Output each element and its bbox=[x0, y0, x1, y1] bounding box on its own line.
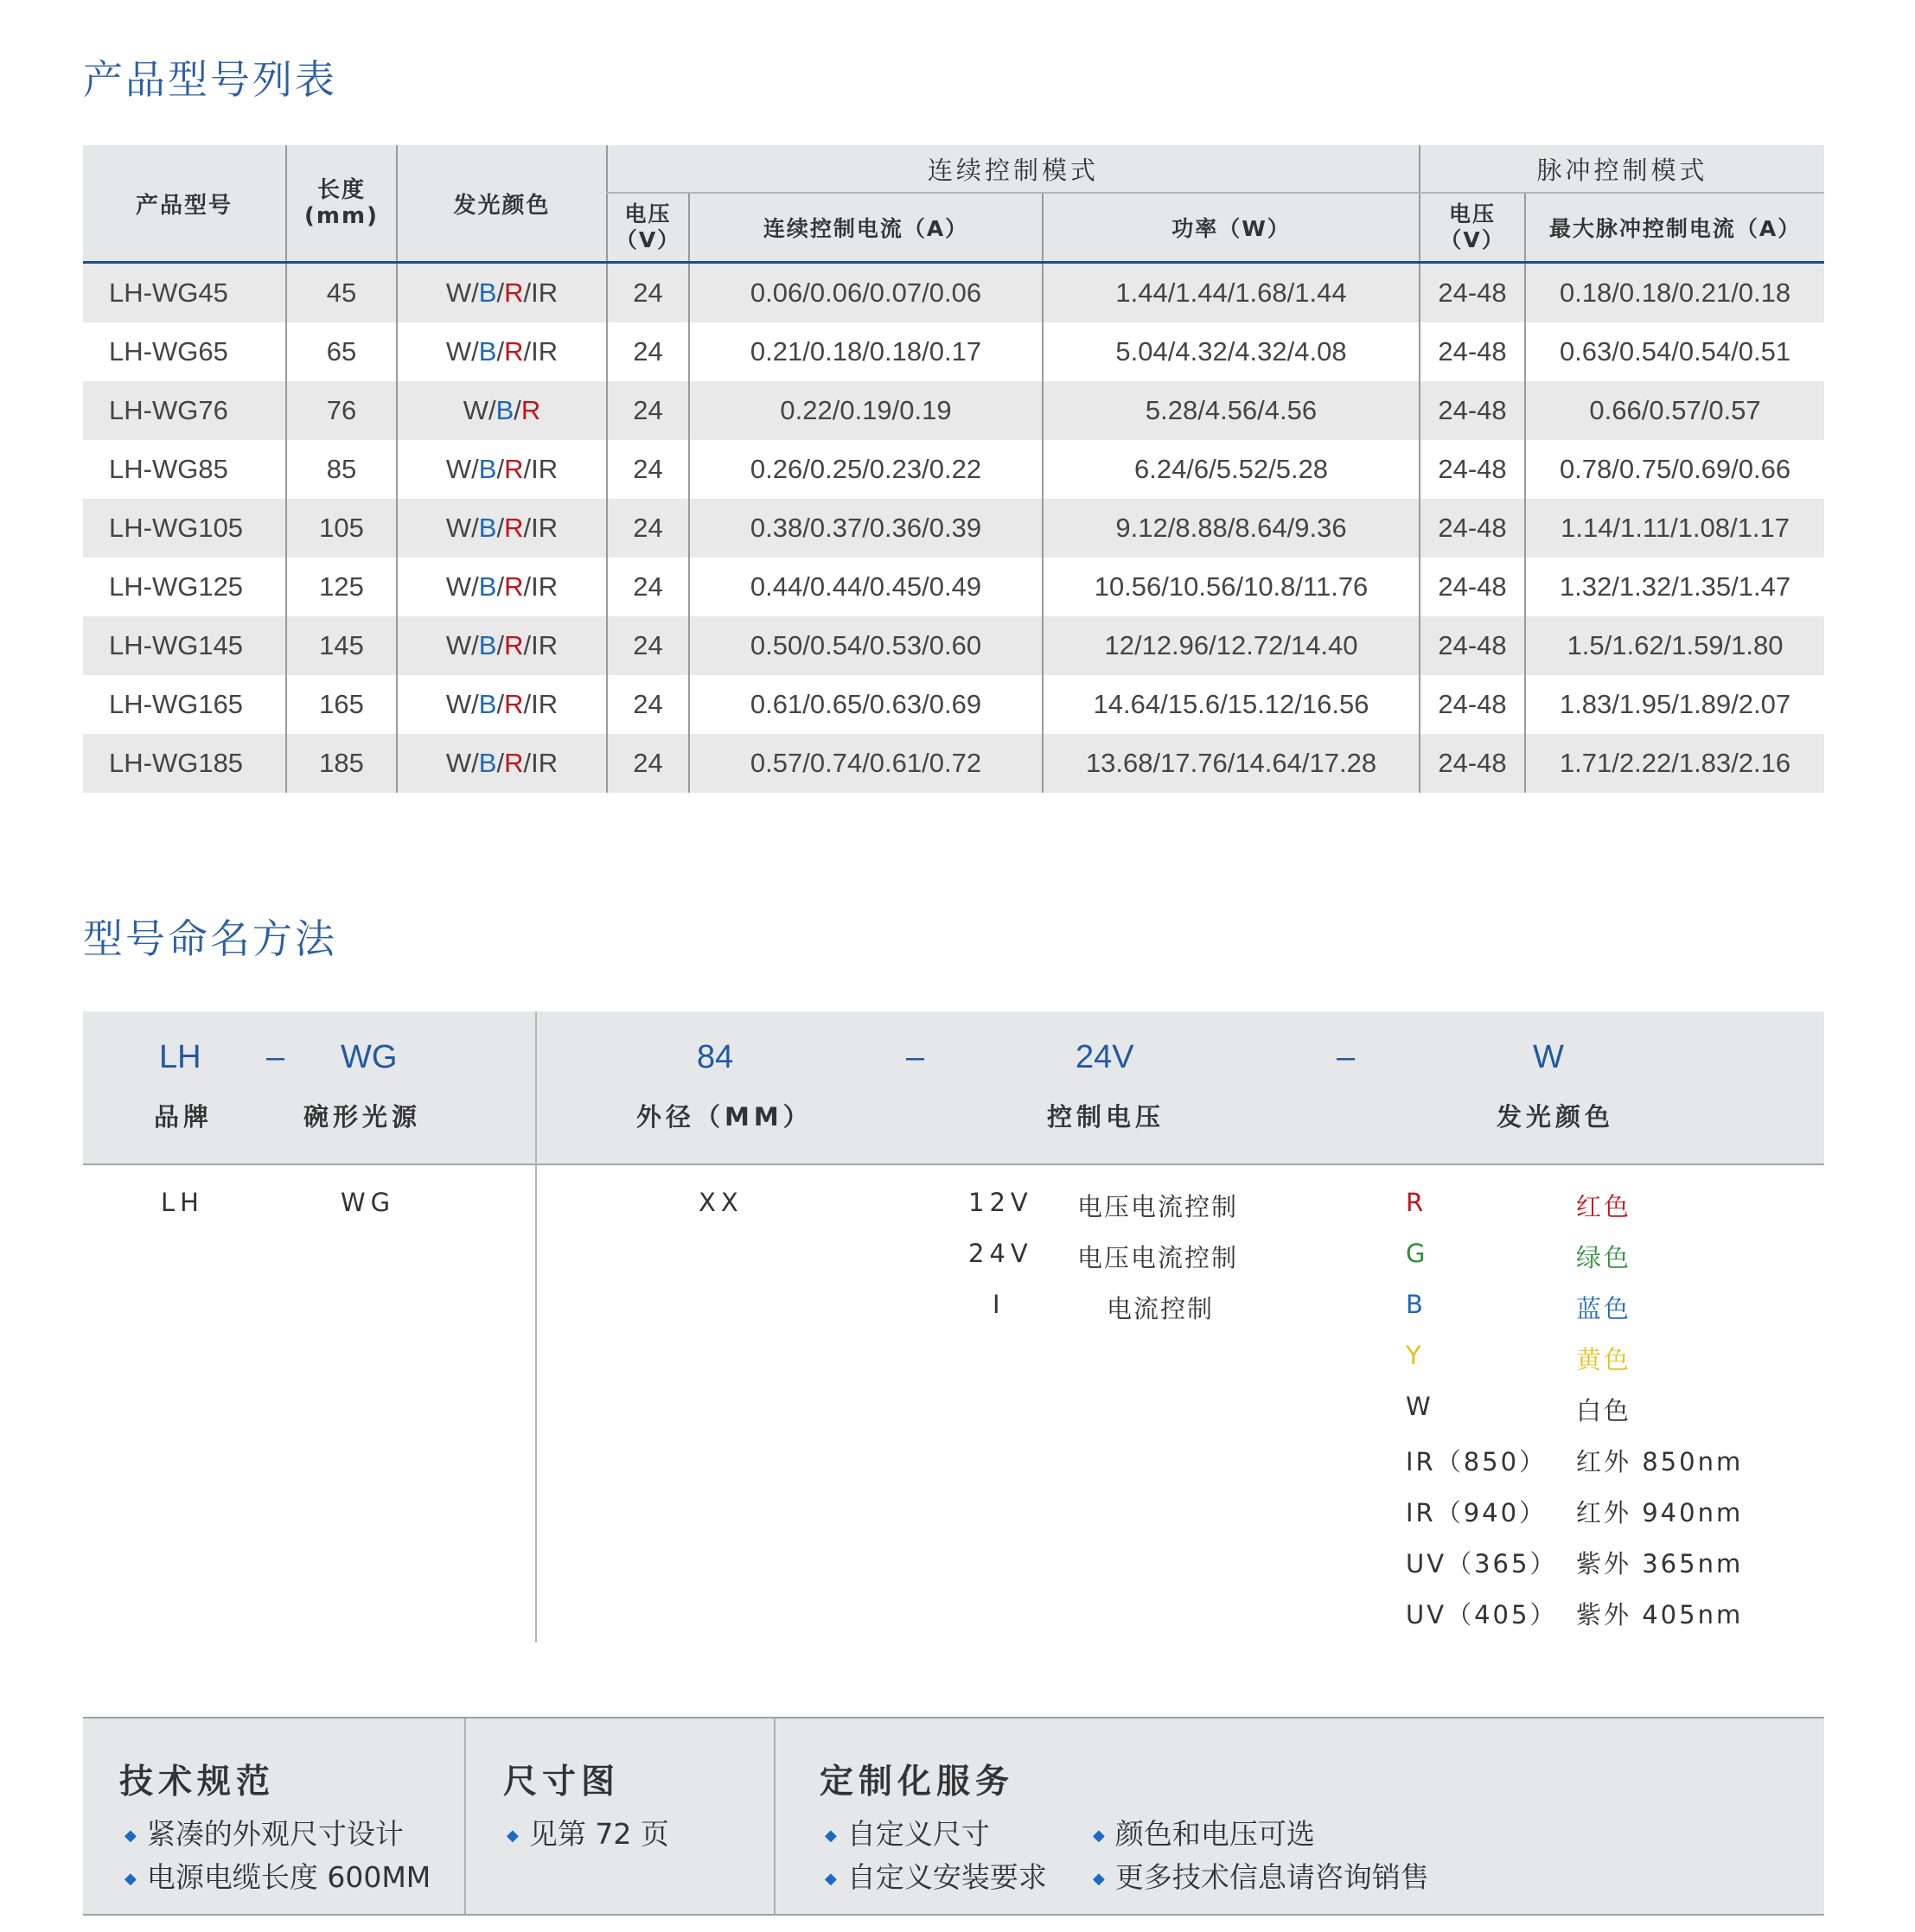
custom-service-title: 定制化服务 bbox=[820, 1763, 1015, 1801]
color-separator: / bbox=[471, 748, 479, 778]
table-row bbox=[83, 440, 1824, 499]
page-title-naming-method: 型号命名方法 bbox=[83, 915, 337, 962]
code-color: W bbox=[1533, 1039, 1564, 1075]
color-code: W bbox=[445, 689, 472, 719]
cell-length: 105 bbox=[286, 499, 397, 558]
cell-current: 0.06/0.06/0.07/0.06 bbox=[689, 263, 1043, 323]
custom-item-text: 自定义尺寸 bbox=[846, 1817, 990, 1851]
color-code: IR bbox=[531, 336, 559, 367]
voltage-description: 电压电流控制 bbox=[1077, 1243, 1239, 1272]
cell-pulse-voltage: 24-48 bbox=[1420, 440, 1525, 499]
cell-pulse-voltage: 24-48 bbox=[1420, 616, 1525, 675]
cell-model: LH-WG85 bbox=[83, 440, 286, 499]
custom-item-text: 自定义安装要求 bbox=[846, 1860, 1047, 1894]
cell-model: LH-WG145 bbox=[83, 616, 286, 675]
cell-colors bbox=[397, 440, 607, 499]
cell-current: 0.44/0.44/0.45/0.49 bbox=[689, 558, 1043, 616]
color-code: IR bbox=[531, 454, 559, 484]
color-code: W bbox=[445, 513, 472, 543]
tech-item bbox=[124, 1855, 431, 1896]
color-code: B bbox=[478, 336, 497, 367]
color-description: 红外 850nm bbox=[1576, 1447, 1744, 1476]
header-pulse-voltage bbox=[1420, 193, 1525, 263]
color-code: UV（405） bbox=[1406, 1600, 1558, 1629]
cell-pulse-current: 1.5/1.62/1.59/1.80 bbox=[1525, 616, 1824, 675]
header-pulse-current: 最大脉冲控制电流（A） bbox=[1525, 193, 1824, 263]
color-code: W bbox=[1406, 1392, 1433, 1421]
custom-item bbox=[825, 1855, 1047, 1896]
cell-length: 85 bbox=[286, 440, 397, 499]
voltage-description: 电流控制 bbox=[1107, 1294, 1215, 1323]
color-code: B bbox=[478, 513, 497, 543]
color-code: R bbox=[1406, 1188, 1427, 1217]
cell-length: 165 bbox=[286, 675, 397, 734]
color-separator: / bbox=[471, 454, 479, 484]
color-separator: / bbox=[496, 277, 505, 308]
value-diameter: XX bbox=[699, 1188, 744, 1217]
cell-current: 0.57/0.74/0.61/0.72 bbox=[689, 734, 1043, 793]
color-separator: / bbox=[488, 395, 496, 425]
cell-current: 0.61/0.65/0.63/0.69 bbox=[689, 675, 1043, 734]
cell-length: 145 bbox=[286, 616, 397, 675]
voltage-code: 12V bbox=[968, 1188, 1033, 1217]
cell-voltage: 24 bbox=[607, 616, 689, 675]
tech-spec-title: 技术规范 bbox=[119, 1763, 276, 1801]
header-power: 功率（W） bbox=[1043, 193, 1420, 263]
header-length-text: 长度 (mm) bbox=[304, 177, 379, 229]
color-description: 紫外 365nm bbox=[1576, 1549, 1744, 1578]
cell-current: 0.21/0.18/0.18/0.17 bbox=[689, 322, 1043, 381]
color-code: Y bbox=[1406, 1341, 1424, 1370]
label-diameter: 外径（MM） bbox=[636, 1102, 813, 1132]
cell-pulse-voltage: 24-48 bbox=[1420, 499, 1525, 558]
cell-power: 6.24/6/5.52/5.28 bbox=[1043, 440, 1420, 499]
cell-length: 125 bbox=[286, 558, 397, 616]
cell-current: 0.38/0.37/0.36/0.39 bbox=[689, 499, 1043, 558]
color-code: R bbox=[504, 454, 524, 484]
cell-model: LH-WG105 bbox=[83, 499, 286, 558]
cell-pulse-current: 0.63/0.54/0.54/0.51 bbox=[1525, 322, 1824, 381]
cell-colors bbox=[397, 734, 607, 793]
table-row bbox=[83, 734, 1824, 793]
color-code: B bbox=[478, 748, 497, 778]
color-separator: / bbox=[471, 513, 479, 543]
table-row bbox=[83, 381, 1824, 440]
color-code: W bbox=[445, 277, 472, 308]
cell-pulse-current: 1.14/1.11/1.08/1.17 bbox=[1525, 499, 1824, 558]
cell-pulse-current: 1.83/1.95/1.89/2.07 bbox=[1525, 675, 1824, 734]
code-dash-2: – bbox=[906, 1039, 925, 1075]
value-brand: LH bbox=[161, 1188, 204, 1217]
color-description: 绿色 bbox=[1576, 1243, 1632, 1272]
cell-pulse-current: 0.18/0.18/0.21/0.18 bbox=[1525, 263, 1824, 323]
color-code: R bbox=[520, 395, 541, 425]
cell-model: LH-WG45 bbox=[83, 263, 286, 323]
code-bowl: WG bbox=[341, 1039, 398, 1075]
cell-colors bbox=[397, 675, 607, 734]
bullet-icon: ◆ bbox=[1093, 1870, 1105, 1888]
info-panel bbox=[83, 1717, 1824, 1916]
color-separator: / bbox=[523, 277, 532, 308]
color-separator: / bbox=[496, 748, 505, 778]
cell-colors bbox=[397, 558, 607, 616]
cell-voltage: 24 bbox=[607, 499, 689, 558]
color-code: B bbox=[478, 277, 497, 308]
cell-pulse-voltage: 24-48 bbox=[1420, 734, 1525, 793]
color-code: IR bbox=[531, 689, 559, 719]
cell-voltage: 24 bbox=[607, 263, 689, 323]
color-code: IR bbox=[531, 571, 559, 602]
color-separator: / bbox=[523, 454, 532, 484]
table-row bbox=[83, 499, 1824, 558]
tech-item-text: 紧凑的外观尺寸设计 bbox=[146, 1817, 404, 1851]
color-separator: / bbox=[523, 513, 532, 543]
color-separator: / bbox=[523, 748, 532, 778]
cell-power: 9.12/8.88/8.64/9.36 bbox=[1043, 499, 1420, 558]
custom-item-text: 更多技术信息请咨询销售 bbox=[1114, 1860, 1429, 1894]
dimension-item-text: 见第 72 页 bbox=[528, 1817, 669, 1851]
table-row bbox=[83, 263, 1824, 323]
color-code: B bbox=[478, 454, 497, 484]
color-separator: / bbox=[523, 571, 532, 602]
cell-pulse-current: 0.78/0.75/0.69/0.66 bbox=[1525, 440, 1824, 499]
color-code: W bbox=[445, 630, 472, 660]
code-diameter: 84 bbox=[697, 1039, 734, 1075]
color-description: 红外 940nm bbox=[1576, 1498, 1744, 1527]
cell-voltage: 24 bbox=[607, 675, 689, 734]
cell-current: 0.22/0.19/0.19 bbox=[689, 381, 1043, 440]
voltage-code: I bbox=[993, 1290, 1005, 1319]
cell-voltage: 24 bbox=[607, 734, 689, 793]
info-divider-2 bbox=[774, 1718, 776, 1914]
custom-item bbox=[1093, 1812, 1315, 1852]
voltage-description: 电压电流控制 bbox=[1077, 1192, 1239, 1221]
label-bowl: 碗形光源 bbox=[303, 1102, 422, 1132]
table-row bbox=[83, 322, 1824, 381]
color-separator: / bbox=[496, 454, 505, 484]
naming-method-panel bbox=[83, 1011, 1824, 1642]
header-current: 连续控制电流（A） bbox=[689, 193, 1043, 263]
color-separator: / bbox=[471, 336, 479, 367]
table-row bbox=[83, 675, 1824, 734]
color-separator: / bbox=[471, 630, 479, 660]
table-row bbox=[83, 616, 1824, 675]
cell-power: 14.64/15.6/15.12/16.56 bbox=[1043, 675, 1420, 734]
cell-current: 0.26/0.25/0.23/0.22 bbox=[689, 440, 1043, 499]
color-code: G bbox=[1406, 1239, 1428, 1268]
cell-length: 185 bbox=[286, 734, 397, 793]
color-description: 蓝色 bbox=[1576, 1294, 1632, 1323]
color-code: R bbox=[504, 336, 524, 367]
header-pulse-voltage-text: 电压 （V） bbox=[1439, 201, 1505, 252]
dimension-title: 尺寸图 bbox=[503, 1763, 621, 1801]
color-code: W bbox=[445, 571, 472, 602]
cell-power: 5.04/4.32/4.32/4.08 bbox=[1043, 322, 1420, 381]
cell-pulse-current: 0.66/0.57/0.57 bbox=[1525, 381, 1824, 440]
cell-power: 5.28/4.56/4.56 bbox=[1043, 381, 1420, 440]
bullet-icon: ◆ bbox=[507, 1827, 519, 1845]
header-continuous-mode: 连续控制模式 bbox=[607, 145, 1420, 193]
color-separator: / bbox=[523, 336, 532, 367]
color-separator: / bbox=[523, 630, 532, 660]
color-code: IR bbox=[531, 630, 559, 660]
cell-colors bbox=[397, 322, 607, 381]
cell-model: LH-WG185 bbox=[83, 734, 286, 793]
cell-pulse-voltage: 24-48 bbox=[1420, 322, 1525, 381]
cell-current: 0.50/0.54/0.53/0.60 bbox=[689, 616, 1043, 675]
cell-pulse-voltage: 24-48 bbox=[1420, 381, 1525, 440]
color-code: R bbox=[504, 689, 524, 719]
code-dash-3: – bbox=[1337, 1039, 1356, 1075]
cell-power: 1.44/1.44/1.68/1.44 bbox=[1043, 263, 1420, 323]
cell-model: LH-WG76 bbox=[83, 381, 286, 440]
cell-length: 65 bbox=[286, 322, 397, 381]
header-voltage-text: 电压 （V） bbox=[615, 201, 681, 252]
color-separator: / bbox=[496, 336, 505, 367]
cell-model: LH-WG65 bbox=[83, 322, 286, 381]
color-description: 黄色 bbox=[1576, 1345, 1632, 1374]
cell-model: LH-WG165 bbox=[83, 675, 286, 734]
custom-item bbox=[825, 1812, 990, 1852]
cell-length: 76 bbox=[286, 381, 397, 440]
color-code: IR（850） bbox=[1406, 1447, 1548, 1476]
color-separator: / bbox=[523, 689, 532, 719]
color-description: 白色 bbox=[1576, 1396, 1632, 1425]
header-model: 产品型号 bbox=[83, 145, 286, 263]
custom-item-text: 颜色和电压可选 bbox=[1114, 1817, 1315, 1851]
color-code: IR（940） bbox=[1406, 1498, 1548, 1527]
color-separator: / bbox=[496, 689, 505, 719]
bullet-icon: ◆ bbox=[825, 1870, 837, 1888]
cell-model: LH-WG125 bbox=[83, 558, 286, 616]
color-description: 紫外 405nm bbox=[1576, 1600, 1744, 1629]
color-separator: / bbox=[496, 513, 505, 543]
info-divider-1 bbox=[464, 1718, 466, 1914]
color-code: UV（365） bbox=[1406, 1549, 1558, 1578]
cell-colors bbox=[397, 616, 607, 675]
cell-pulse-voltage: 24-48 bbox=[1420, 263, 1525, 323]
color-code: B bbox=[478, 630, 497, 660]
color-code: B bbox=[1406, 1290, 1426, 1319]
cell-colors bbox=[397, 381, 607, 440]
naming-divider bbox=[535, 1011, 537, 1642]
color-code: IR bbox=[531, 277, 559, 308]
color-separator: / bbox=[471, 571, 479, 602]
table-row bbox=[83, 558, 1824, 616]
color-code: B bbox=[478, 689, 497, 719]
cell-length: 45 bbox=[286, 263, 397, 323]
cell-voltage: 24 bbox=[607, 558, 689, 616]
cell-power: 10.56/10.56/10.8/11.76 bbox=[1043, 558, 1420, 616]
color-code: B bbox=[478, 571, 497, 602]
cell-voltage: 24 bbox=[607, 440, 689, 499]
color-code: W bbox=[445, 454, 472, 484]
tech-item-text: 电源电缆长度 600MM bbox=[146, 1860, 431, 1894]
cell-colors bbox=[397, 499, 607, 558]
dimension-item bbox=[507, 1812, 669, 1852]
product-table bbox=[83, 145, 1824, 793]
header-color: 发光颜色 bbox=[397, 145, 607, 263]
color-description: 红色 bbox=[1576, 1192, 1632, 1221]
code-brand: LH bbox=[159, 1039, 201, 1075]
naming-header bbox=[83, 1011, 1824, 1165]
color-code: R bbox=[504, 630, 524, 660]
code-voltage: 24V bbox=[1076, 1039, 1134, 1075]
color-code: IR bbox=[531, 748, 559, 778]
page-title-product-list: 产品型号列表 bbox=[83, 56, 337, 103]
header-pulse-mode: 脉冲控制模式 bbox=[1420, 145, 1824, 193]
cell-voltage: 24 bbox=[607, 381, 689, 440]
color-separator: / bbox=[496, 571, 505, 602]
color-code: W bbox=[445, 336, 472, 367]
label-control-voltage: 控制电压 bbox=[1047, 1102, 1165, 1132]
color-separator: / bbox=[471, 689, 479, 719]
bullet-icon: ◆ bbox=[124, 1870, 137, 1888]
label-brand: 品牌 bbox=[154, 1102, 214, 1132]
bullet-icon: ◆ bbox=[825, 1827, 837, 1845]
tech-item bbox=[124, 1812, 404, 1852]
code-dash-1: – bbox=[266, 1039, 285, 1075]
color-separator: / bbox=[514, 395, 521, 425]
cell-power: 13.68/17.76/14.64/17.28 bbox=[1043, 734, 1420, 793]
cell-pulse-voltage: 24-48 bbox=[1420, 675, 1525, 734]
voltage-code: 24V bbox=[968, 1239, 1033, 1268]
cell-pulse-voltage: 24-48 bbox=[1420, 558, 1525, 616]
color-code: W bbox=[463, 395, 488, 425]
color-code: R bbox=[504, 571, 524, 602]
color-code: R bbox=[504, 748, 524, 778]
color-separator: / bbox=[496, 630, 505, 660]
custom-item bbox=[1093, 1855, 1429, 1896]
cell-pulse-current: 1.32/1.32/1.35/1.47 bbox=[1525, 558, 1824, 616]
bullet-icon: ◆ bbox=[1093, 1827, 1105, 1845]
header-voltage bbox=[607, 193, 689, 263]
color-code: IR bbox=[531, 513, 559, 543]
label-light-color: 发光颜色 bbox=[1497, 1102, 1615, 1132]
color-code: R bbox=[504, 513, 524, 543]
value-bowl: WG bbox=[341, 1188, 396, 1217]
cell-power: 12/12.96/12.72/14.40 bbox=[1043, 616, 1420, 675]
color-separator: / bbox=[471, 277, 479, 308]
header-length bbox=[286, 145, 397, 263]
color-code: R bbox=[504, 277, 524, 308]
color-code: W bbox=[445, 748, 472, 778]
bullet-icon: ◆ bbox=[124, 1827, 137, 1845]
cell-voltage: 24 bbox=[607, 322, 689, 381]
color-code: B bbox=[495, 395, 514, 425]
cell-colors bbox=[397, 263, 607, 323]
cell-pulse-current: 1.71/2.22/1.83/2.16 bbox=[1525, 734, 1824, 793]
